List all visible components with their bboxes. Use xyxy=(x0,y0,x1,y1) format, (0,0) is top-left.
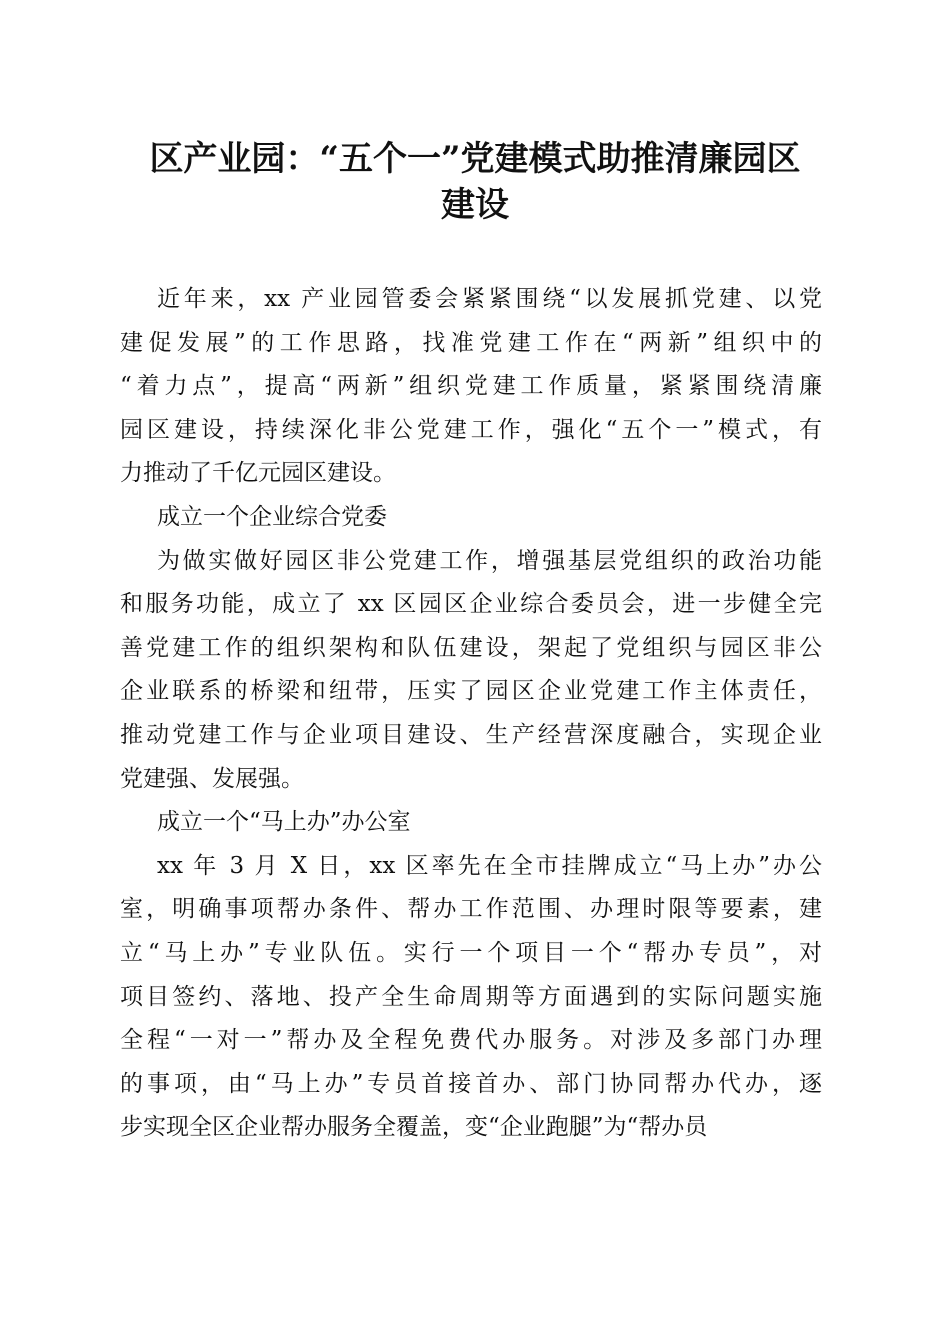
text-line: 室，明确事项帮办条件、帮办工作范围、办理时限等要素，建 xyxy=(120,896,822,923)
text-line: 的事项，由“马上办”专员首接首办、部门协同帮办代办，逐 xyxy=(120,1070,822,1097)
section-heading xyxy=(120,496,822,540)
text-line: 为做实做好园区非公党建工作，增强基层党组织的政治功能 xyxy=(157,547,822,574)
paragraph xyxy=(120,845,822,1150)
document-title xyxy=(110,136,840,228)
text-line: 成立一个“马上办”办公室 xyxy=(157,809,411,836)
text-line: 园区建设，持续深化非公党建工作，强化“五个一”模式，有 xyxy=(120,416,822,443)
text-line: 成立一个企业综合党委 xyxy=(157,503,387,530)
text-line: 力推动了千亿元园区建设。 xyxy=(120,460,396,487)
paragraph xyxy=(120,278,822,496)
text-line: 立“马上办”专业队伍。实行一个项目一个“帮办专员”，对 xyxy=(120,939,822,966)
text-line: 和服务功能，成立了 xx 区园区企业综合委员会，进一步健全完 xyxy=(120,591,822,618)
text-line: 步实现全区企业帮办服务全覆盖，变“企业跑腿”为“帮办员 xyxy=(120,1114,708,1141)
text-line: “着力点”，提高“两新”组织党建工作质量，紧紧围绕清廉 xyxy=(120,373,822,400)
text-line: 近年来，xx 产业园管委会紧紧围绕“以发展抓党建、以党 xyxy=(157,286,822,312)
text-line: xx 年 3 月 X 日，xx 区率先在全市挂牌成立“马上办”办公 xyxy=(157,852,822,879)
text-line: 建促发展”的工作思路，找准党建工作在“两新”组织中的 xyxy=(120,329,822,356)
paragraph xyxy=(120,540,822,802)
title-line-1: 区产业园：“五个一”党建模式助推清廉园区 xyxy=(149,139,801,179)
text-line: 善党建工作的组织架构和队伍建设，架起了党组织与园区非公 xyxy=(120,634,822,661)
title-line-2: 建设 xyxy=(441,185,509,225)
text-line: 全程“一对一”帮办及全程免费代办服务。对涉及多部门办理 xyxy=(120,1027,822,1054)
text-line: 党建强、发展强。 xyxy=(120,765,304,792)
text-line: 项目签约、落地、投产全生命周期等方面遇到的实际问题实施 xyxy=(120,983,822,1010)
text-line: 企业联系的桥梁和纽带，压实了园区企业党建工作主体责任， xyxy=(120,678,822,705)
section-heading xyxy=(120,801,822,845)
document-body xyxy=(120,278,822,1150)
text-line: 推动党建工作与企业项目建设、生产经营深度融合，实现企业 xyxy=(120,721,822,748)
